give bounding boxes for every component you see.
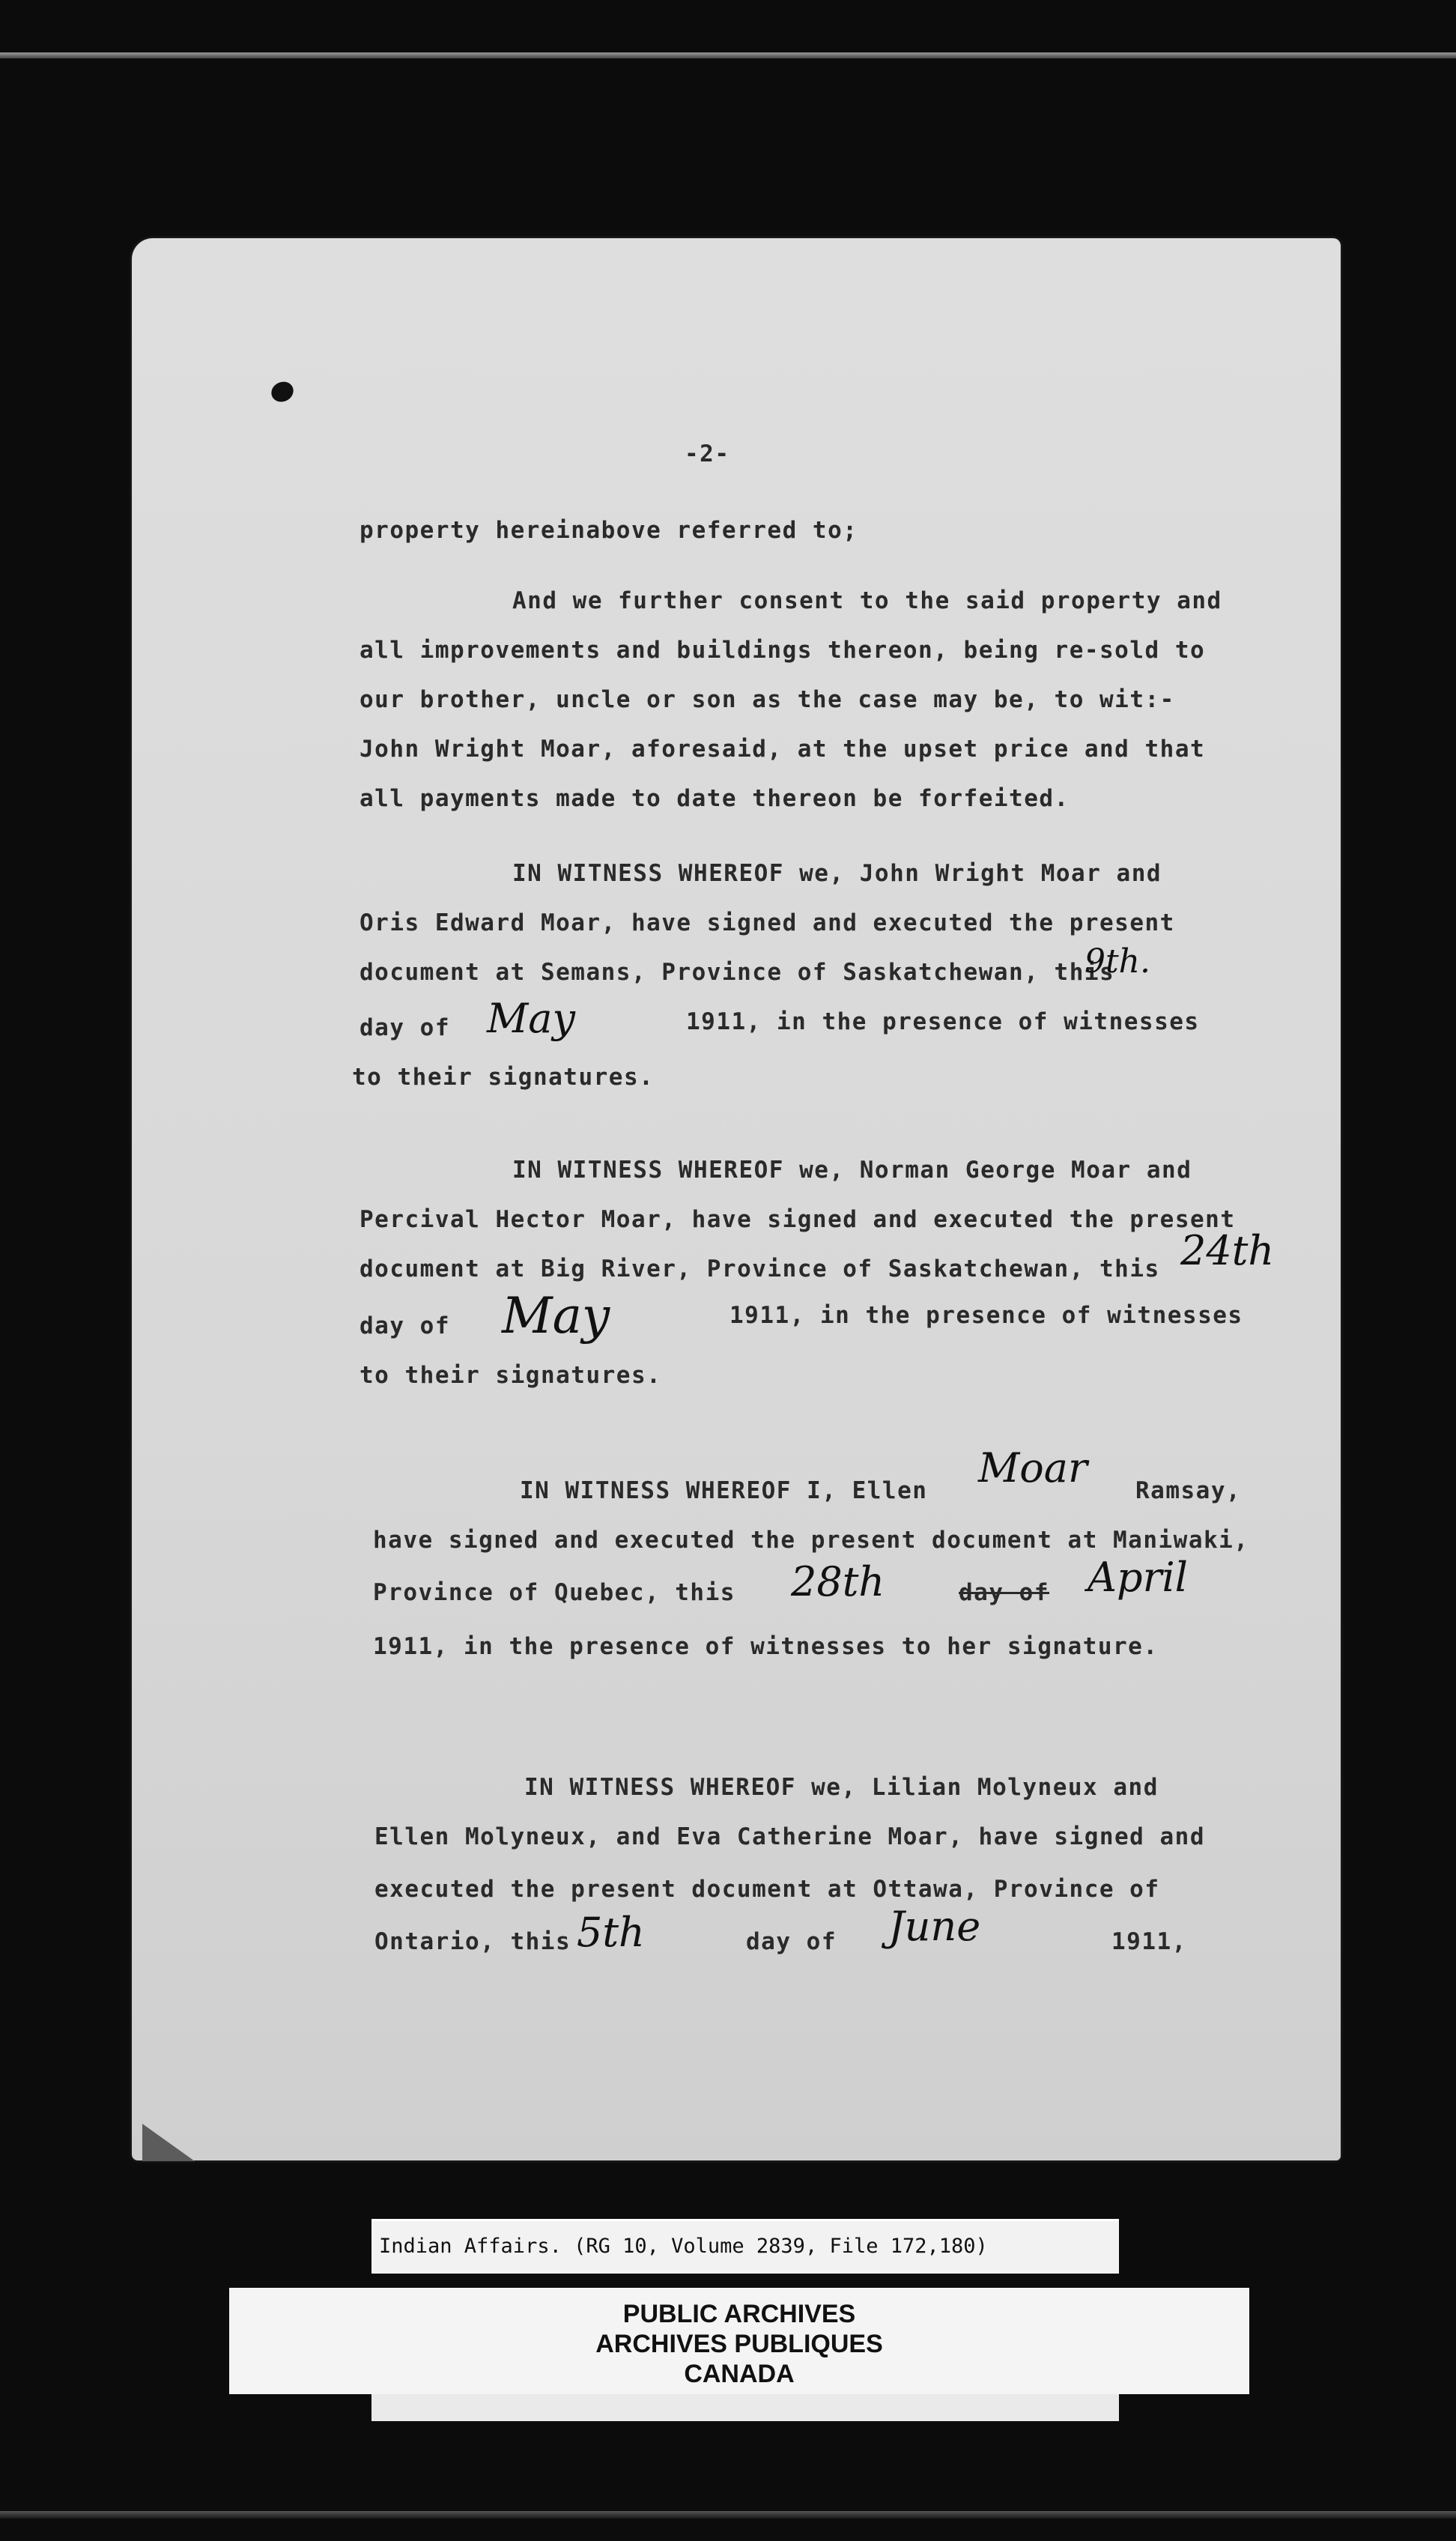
body-line: all payments made to date thereon be forfeited. xyxy=(360,785,1070,812)
handwritten-month: June xyxy=(888,1903,981,1950)
witness-line: day of xyxy=(360,1014,450,1041)
body-line: property hereinabove referred to; xyxy=(360,517,858,544)
witness-line: IN WITNESS WHEREOF we, John Wright Moar and xyxy=(512,860,1162,887)
stamp-line-3: CANADA xyxy=(684,2360,795,2388)
handwritten-day: 24th xyxy=(1180,1227,1275,1274)
archive-reference-strip xyxy=(371,2219,1119,2274)
witness-line: have signed and executed the present document at Maniwaki, xyxy=(373,1527,1249,1554)
handwritten-day: 9th. xyxy=(1085,942,1150,981)
handwritten-name: Moar xyxy=(978,1444,1088,1491)
body-line: John Wright Moar, aforesaid, at the upset price and that xyxy=(360,736,1206,763)
witness-line: to their signatures. xyxy=(352,1064,655,1091)
archives-stamp xyxy=(229,2288,1249,2394)
stamp-line-2: ARCHIVES PUBLIQUES xyxy=(595,2330,883,2358)
microfilm-bottom-edge xyxy=(0,2511,1456,2519)
witness-line: IN WITNESS WHEREOF I, Ellen xyxy=(520,1477,928,1504)
handwritten-month: May xyxy=(502,1287,610,1345)
witness-line: to their signatures. xyxy=(360,1362,662,1389)
witness-line: Oris Edward Moar, have signed and executed the present xyxy=(360,909,1175,936)
struck-text: day of xyxy=(959,1579,1049,1606)
handwritten-month: May xyxy=(487,995,575,1042)
witness-line: Percival Hector Moar, have signed and executed the present xyxy=(360,1206,1236,1233)
witness-line: IN WITNESS WHEREOF we, Norman George Moar and xyxy=(512,1157,1192,1184)
body-line: And we further consent to the said property and xyxy=(512,587,1222,614)
stamp-lower-strip xyxy=(371,2394,1119,2421)
handwritten-month: April xyxy=(1088,1554,1188,1601)
microfilm-top-edge xyxy=(0,52,1456,58)
witness-line: day of xyxy=(746,1928,837,1955)
body-line: all improvements and buildings thereon, being re-sold to xyxy=(360,637,1206,664)
archive-reference: Indian Affairs. (RG 10, Volume 2839, File 172,180) xyxy=(379,2235,988,2258)
witness-line: Ellen Molyneux, and Eva Catherine Moar, have signed and xyxy=(374,1823,1205,1850)
page-number: -2- xyxy=(685,440,730,467)
witness-line: Province of Quebec, this xyxy=(373,1579,735,1606)
document-page xyxy=(132,238,1341,2160)
witness-line: 1911, in the presence of witnesses to her signature. xyxy=(373,1633,1159,1660)
handwritten-day: 28th xyxy=(791,1558,885,1605)
stamp-line-1: PUBLIC ARCHIVES xyxy=(622,2300,856,2328)
witness-line: day of xyxy=(360,1312,450,1339)
witness-line: executed the present document at Ottawa, Province of xyxy=(374,1876,1160,1903)
witness-line: Ramsay, xyxy=(1135,1477,1242,1504)
witness-line: 1911, in the presence of witnesses xyxy=(729,1302,1243,1329)
witness-line: 1911, xyxy=(1111,1928,1187,1955)
handwritten-day: 5th xyxy=(577,1909,645,1956)
witness-line: document at Semans, Province of Saskatchewan, this xyxy=(360,959,1115,986)
witness-line: document at Big River, Province of Saskatchewan, this xyxy=(360,1256,1160,1282)
body-line: our brother, uncle or son as the case may be, to wit:- xyxy=(360,686,1175,713)
witness-line: Ontario, this xyxy=(374,1928,571,1955)
witness-line: IN WITNESS WHEREOF we, Lilian Molyneux and xyxy=(524,1774,1159,1801)
witness-line: 1911, in the presence of witnesses xyxy=(686,1008,1200,1035)
